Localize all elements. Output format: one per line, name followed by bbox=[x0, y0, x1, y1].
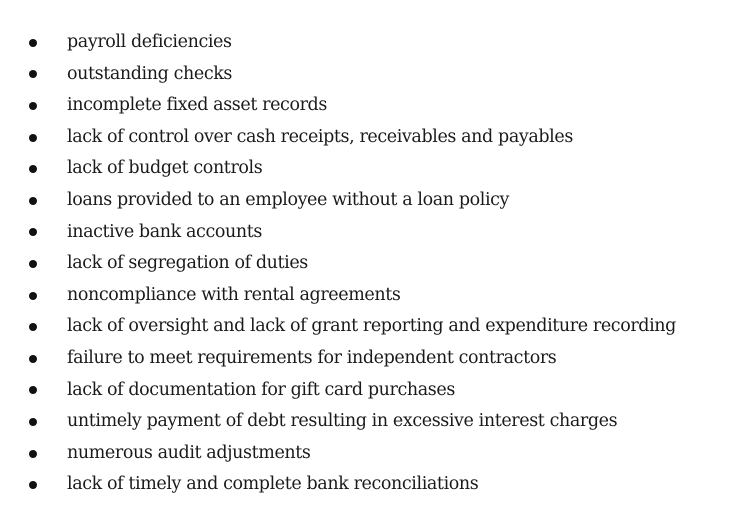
list-item bbox=[0, 27, 744, 59]
list-item-text: lack of timely and complete bank reconciliations bbox=[67, 474, 479, 495]
list-item-text: failure to meet requirements for independent contractors bbox=[67, 347, 557, 368]
list-item bbox=[0, 185, 744, 217]
list-item-text: untimely payment of debt resulting in excessive interest charges bbox=[67, 411, 618, 432]
list-item-text: lack of segregation of duties bbox=[67, 253, 308, 274]
bullet-icon bbox=[29, 481, 37, 489]
bullet-icon bbox=[29, 418, 37, 426]
list-item-text: loans provided to an employee without a loan policy bbox=[67, 189, 510, 210]
list-item-text: lack of oversight and lack of grant reporting and expenditure recording bbox=[67, 316, 676, 337]
list-item-text: incomplete fixed asset records bbox=[67, 95, 327, 116]
list-item bbox=[0, 469, 744, 501]
bullet-icon bbox=[29, 70, 37, 78]
list-item bbox=[0, 343, 744, 375]
list-item bbox=[0, 311, 744, 343]
list-item bbox=[0, 438, 744, 470]
list-item-text: numerous audit adjustments bbox=[67, 442, 311, 463]
bullet-icon bbox=[29, 355, 37, 363]
list-item bbox=[0, 375, 744, 407]
bullet-icon bbox=[29, 260, 37, 268]
bullet-icon bbox=[29, 197, 37, 205]
list-item bbox=[0, 122, 744, 154]
list-item bbox=[0, 90, 744, 122]
list-item bbox=[0, 59, 744, 91]
bullet-icon bbox=[29, 228, 37, 236]
list-item bbox=[0, 217, 744, 249]
list-item bbox=[0, 406, 744, 438]
list-item-text: outstanding checks bbox=[67, 63, 233, 84]
bullet-icon bbox=[29, 386, 37, 394]
bullet-icon bbox=[29, 292, 37, 300]
list-item bbox=[0, 153, 744, 185]
list-item-text: lack of budget controls bbox=[67, 158, 263, 179]
list-item-text: noncompliance with rental agreements bbox=[67, 284, 401, 305]
bullet-icon bbox=[29, 450, 37, 458]
list-item bbox=[0, 248, 744, 280]
list-item bbox=[0, 280, 744, 312]
bullet-icon bbox=[29, 102, 37, 110]
bullet-icon bbox=[29, 134, 37, 142]
document-body bbox=[0, 27, 744, 501]
list-item-text: lack of control over cash receipts, receivables and payables bbox=[67, 126, 573, 147]
bullet-icon bbox=[29, 39, 37, 47]
list-item-text: inactive bank accounts bbox=[67, 221, 262, 242]
list-item-text: lack of documentation for gift card purchases bbox=[67, 379, 455, 400]
list-item-text: payroll deficiencies bbox=[67, 32, 232, 52]
bullet-icon bbox=[29, 323, 37, 331]
findings-bullet-list bbox=[0, 27, 744, 501]
bullet-icon bbox=[29, 165, 37, 173]
